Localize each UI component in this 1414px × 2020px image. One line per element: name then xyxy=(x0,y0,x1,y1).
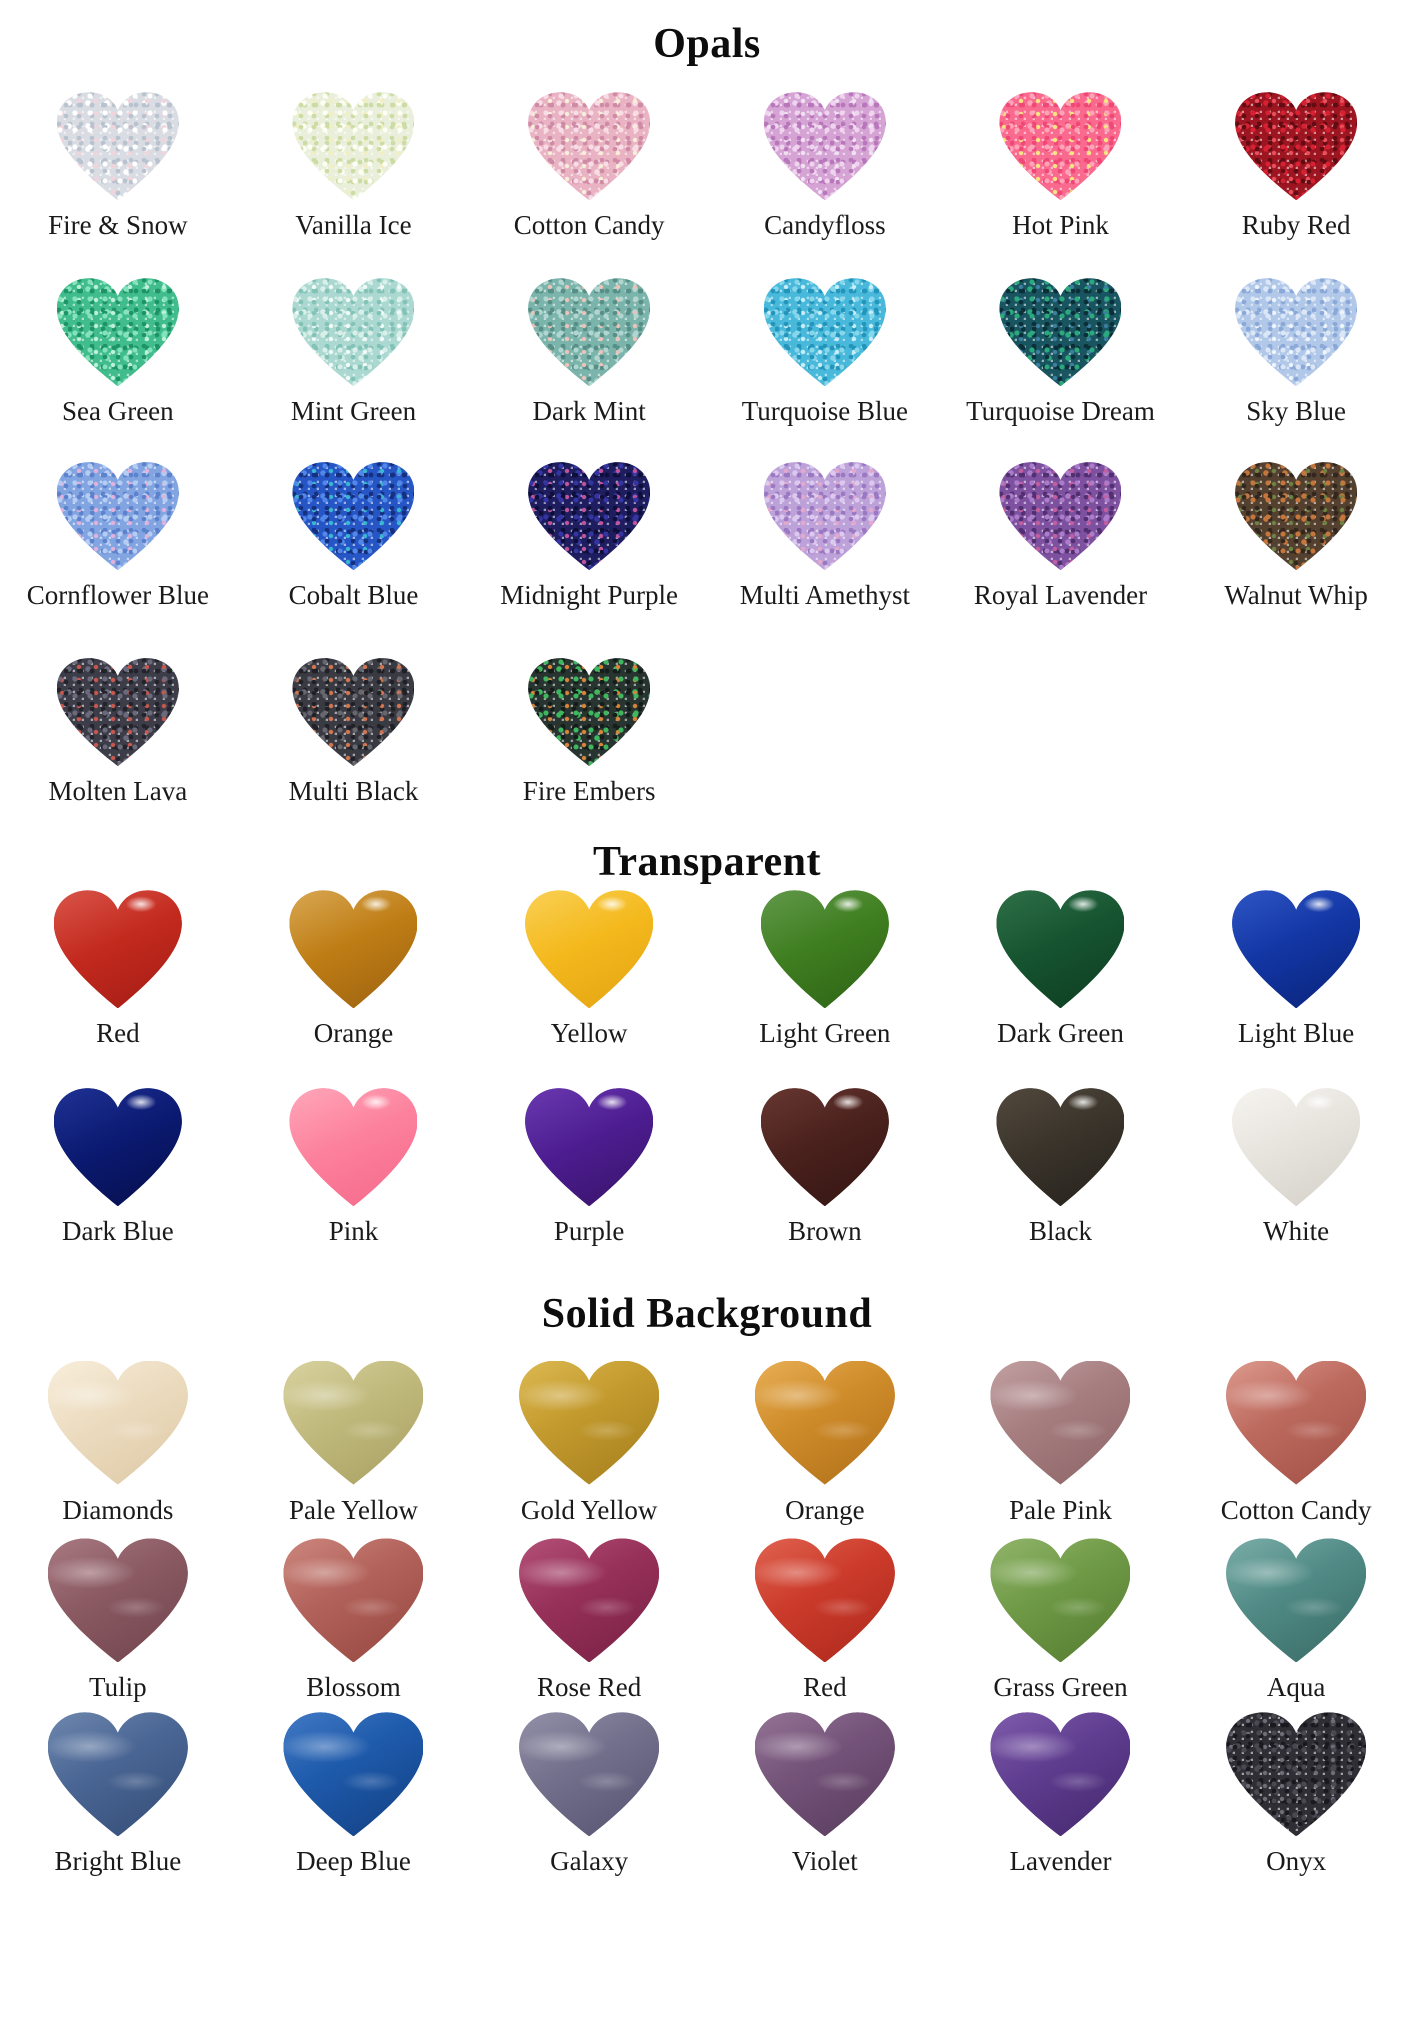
swatch-label-turquoise-blue: Turquoise Blue xyxy=(741,396,908,427)
swatch-sea-green xyxy=(0,278,236,428)
swatch-label-diamonds: Diamonds xyxy=(62,1494,174,1525)
swatch-label-orange: Orange xyxy=(785,1494,865,1525)
swatch-label-candyfloss: Candyfloss xyxy=(764,210,886,241)
solid-background-row-2 xyxy=(0,1538,1414,1704)
swatch-sky-blue xyxy=(1178,278,1414,428)
opals-row-1 xyxy=(0,92,1414,242)
heart-galaxy xyxy=(519,1712,659,1836)
swatch-label-pale-yellow: Pale Yellow xyxy=(288,1494,418,1525)
heart-pale-pink xyxy=(990,1361,1130,1485)
heart-multi-black xyxy=(292,658,414,766)
swatch-label-galaxy: Galaxy xyxy=(550,1846,629,1877)
swatch-light-blue xyxy=(1178,890,1414,1050)
solid-background-row-1 xyxy=(0,1361,1414,1527)
swatch-label-sea-green: Sea Green xyxy=(61,396,174,427)
heart-tulip xyxy=(48,1538,188,1662)
heart-fire-and-snow xyxy=(57,92,179,200)
transparent-row-2 xyxy=(0,1088,1414,1248)
swatch-label-orange: Orange xyxy=(313,1018,394,1049)
swatch-label-bright-blue: Bright Blue xyxy=(54,1846,182,1877)
swatch-label-cotton-candy: Cotton Candy xyxy=(513,210,665,241)
swatch-dark-green xyxy=(943,890,1179,1050)
swatch-label-mint-green: Mint Green xyxy=(290,396,417,427)
swatch-deep-blue xyxy=(236,1712,472,1878)
heart-cornflower-blue xyxy=(57,462,179,570)
heart-molten-lava xyxy=(57,658,179,766)
section-transparent xyxy=(0,838,1414,1248)
swatch-label-fire-embers: Fire Embers xyxy=(522,776,656,807)
swatch-grass-green xyxy=(943,1538,1179,1704)
swatch-label-light-blue: Light Blue xyxy=(1238,1018,1355,1049)
heart-deep-blue xyxy=(283,1712,423,1836)
heart-turquoise-blue xyxy=(764,278,886,386)
swatch-label-rose-red: Rose Red xyxy=(537,1672,642,1703)
swatch-pale-yellow xyxy=(236,1361,472,1527)
swatch-molten-lava xyxy=(0,658,236,808)
section-title-solid-background: Solid Background xyxy=(541,1291,873,1338)
swatch-orange xyxy=(236,890,472,1050)
swatch-diamonds xyxy=(0,1361,236,1527)
transparent-grid xyxy=(0,890,1414,1248)
swatch-gold-yellow xyxy=(471,1361,707,1527)
heart-lavender xyxy=(990,1712,1130,1836)
heart-blossom xyxy=(283,1538,423,1662)
swatch-fire-and-snow xyxy=(0,92,236,242)
swatch-blossom xyxy=(236,1538,472,1704)
heart-light-green xyxy=(761,890,889,1008)
swatch-label-ruby-red: Ruby Red xyxy=(1241,210,1351,241)
swatch-pale-pink xyxy=(943,1361,1179,1527)
heart-turquoise-dream xyxy=(999,278,1121,386)
heart-dark-blue xyxy=(54,1088,182,1206)
heart-violet xyxy=(755,1712,895,1836)
swatch-vanilla-ice xyxy=(236,92,472,242)
heart-diamonds xyxy=(48,1361,188,1485)
heart-pink xyxy=(289,1088,417,1206)
heart-white xyxy=(1232,1088,1360,1206)
swatch-white xyxy=(1178,1088,1414,1248)
swatch-aqua xyxy=(1178,1538,1414,1704)
swatch-black xyxy=(943,1088,1179,1248)
swatch-cornflower-blue xyxy=(0,462,236,612)
swatch-purple xyxy=(471,1088,707,1248)
swatch-turquoise-blue xyxy=(707,278,943,428)
swatch-label-aqua: Aqua xyxy=(1266,1672,1326,1703)
swatch-multi-amethyst xyxy=(707,462,943,612)
opals-row-2 xyxy=(0,278,1414,428)
swatch-label-gold-yellow: Gold Yellow xyxy=(520,1494,658,1525)
heart-midnight-purple xyxy=(528,462,650,570)
swatch-label-walnut-whip: Walnut Whip xyxy=(1224,580,1368,611)
heart-grass-green xyxy=(990,1538,1130,1662)
swatch-label-cotton-candy: Cotton Candy xyxy=(1220,1494,1372,1525)
swatch-label-tulip: Tulip xyxy=(89,1672,147,1703)
heart-brown xyxy=(761,1088,889,1206)
heart-walnut-whip xyxy=(1235,462,1357,570)
swatch-label-midnight-purple: Midnight Purple xyxy=(500,580,679,611)
solid-background-row-3 xyxy=(0,1712,1414,1878)
heart-red xyxy=(54,890,182,1008)
heart-cotton-candy xyxy=(1226,1361,1366,1485)
heart-mint-green xyxy=(292,278,414,386)
swatch-onyx xyxy=(1178,1712,1414,1878)
heart-ruby-red xyxy=(1235,92,1357,200)
swatch-label-vanilla-ice: Vanilla Ice xyxy=(295,210,412,241)
heart-cobalt-blue xyxy=(292,462,414,570)
swatch-label-cobalt-blue: Cobalt Blue xyxy=(288,580,419,611)
swatch-label-sky-blue: Sky Blue xyxy=(1246,396,1347,427)
heart-rose-red xyxy=(519,1538,659,1662)
section-solid-background xyxy=(0,1290,1414,1878)
swatch-label-molten-lava: Molten Lava xyxy=(48,776,188,807)
swatch-label-multi-amethyst: Multi Amethyst xyxy=(739,580,910,611)
swatch-violet xyxy=(707,1712,943,1878)
heart-sky-blue xyxy=(1235,278,1357,386)
heart-vanilla-ice xyxy=(292,92,414,200)
swatch-label-purple: Purple xyxy=(553,1216,625,1247)
swatch-mint-green xyxy=(236,278,472,428)
swatch-label-red: Red xyxy=(96,1018,140,1049)
swatch-lavender xyxy=(943,1712,1179,1878)
transparent-row-1 xyxy=(0,890,1414,1050)
heart-candyfloss xyxy=(764,92,886,200)
color-swatch-chart xyxy=(0,20,1414,1878)
swatch-label-violet: Violet xyxy=(791,1846,858,1877)
swatch-cotton-candy xyxy=(471,92,707,242)
swatch-ruby-red xyxy=(1178,92,1414,242)
opals-grid xyxy=(0,92,1414,808)
swatch-fire-embers xyxy=(471,658,707,808)
heart-fire-embers xyxy=(528,658,650,766)
swatch-turquoise-dream xyxy=(943,278,1179,428)
swatch-label-lavender: Lavender xyxy=(1009,1846,1112,1877)
heart-yellow xyxy=(525,890,653,1008)
swatch-walnut-whip xyxy=(1178,462,1414,612)
swatch-label-dark-mint: Dark Mint xyxy=(532,396,646,427)
swatch-label-pale-pink: Pale Pink xyxy=(1009,1494,1112,1525)
section-title-opals: Opals xyxy=(653,21,761,67)
swatch-label-brown: Brown xyxy=(788,1216,862,1247)
swatch-multi-black xyxy=(236,658,472,808)
section-title-transparent: Transparent xyxy=(593,839,821,886)
heart-cotton-candy xyxy=(528,92,650,200)
swatch-label-turquoise-dream: Turquoise Dream xyxy=(966,396,1155,427)
swatch-label-multi-black: Multi Black xyxy=(288,776,419,807)
swatch-cotton-candy xyxy=(1178,1361,1414,1527)
swatch-label-deep-blue: Deep Blue xyxy=(296,1846,411,1877)
swatch-label-yellow: Yellow xyxy=(550,1018,628,1049)
heart-black xyxy=(996,1088,1124,1206)
swatch-royal-lavender xyxy=(943,462,1179,612)
heart-aqua xyxy=(1226,1538,1366,1662)
heart-dark-mint xyxy=(528,278,650,386)
swatch-label-fire-and-snow: Fire & Snow xyxy=(48,210,188,241)
swatch-label-black: Black xyxy=(1029,1216,1092,1247)
swatch-pink xyxy=(236,1088,472,1248)
swatch-midnight-purple xyxy=(471,462,707,612)
swatch-yellow xyxy=(471,890,707,1050)
swatch-bright-blue xyxy=(0,1712,236,1878)
swatch-hot-pink xyxy=(943,92,1179,242)
swatch-dark-mint xyxy=(471,278,707,428)
heart-red xyxy=(755,1538,895,1662)
swatch-tulip xyxy=(0,1538,236,1704)
heart-sea-green xyxy=(57,278,179,386)
swatch-label-grass-green: Grass Green xyxy=(993,1672,1128,1703)
swatch-label-onyx: Onyx xyxy=(1266,1846,1327,1877)
swatch-dark-blue xyxy=(0,1088,236,1248)
heart-bright-blue xyxy=(48,1712,188,1836)
swatch-red xyxy=(0,890,236,1050)
swatch-label-white: White xyxy=(1263,1216,1330,1247)
swatch-brown xyxy=(707,1088,943,1248)
heart-hot-pink xyxy=(999,92,1121,200)
swatch-label-red: Red xyxy=(803,1672,847,1703)
solid-background-grid xyxy=(0,1361,1414,1879)
opals-row-4 xyxy=(0,658,1414,808)
swatch-label-light-green: Light Green xyxy=(759,1018,891,1049)
swatch-label-blossom: Blossom xyxy=(306,1672,401,1703)
opals-row-3 xyxy=(0,462,1414,612)
swatch-light-green xyxy=(707,890,943,1050)
heart-purple xyxy=(525,1088,653,1206)
heart-multi-amethyst xyxy=(764,462,886,570)
swatch-label-royal-lavender: Royal Lavender xyxy=(973,580,1148,611)
heart-gold-yellow xyxy=(519,1361,659,1485)
heart-orange xyxy=(755,1361,895,1485)
heart-light-blue xyxy=(1232,890,1360,1008)
heart-pale-yellow xyxy=(283,1361,423,1485)
swatch-label-cornflower-blue: Cornflower Blue xyxy=(26,580,209,611)
swatch-cobalt-blue xyxy=(236,462,472,612)
swatch-red xyxy=(707,1538,943,1704)
swatch-label-hot-pink: Hot Pink xyxy=(1012,210,1109,241)
swatch-label-dark-blue: Dark Blue xyxy=(61,1216,174,1247)
swatch-orange xyxy=(707,1361,943,1527)
swatch-galaxy xyxy=(471,1712,707,1878)
heart-dark-green xyxy=(996,890,1124,1008)
heart-orange xyxy=(289,890,417,1008)
swatch-candyfloss xyxy=(707,92,943,242)
heart-onyx xyxy=(1226,1712,1366,1836)
swatch-rose-red xyxy=(471,1538,707,1704)
section-opals xyxy=(0,20,1414,808)
heart-royal-lavender xyxy=(999,462,1121,570)
swatch-label-pink: Pink xyxy=(328,1216,379,1247)
swatch-label-dark-green: Dark Green xyxy=(997,1018,1124,1049)
